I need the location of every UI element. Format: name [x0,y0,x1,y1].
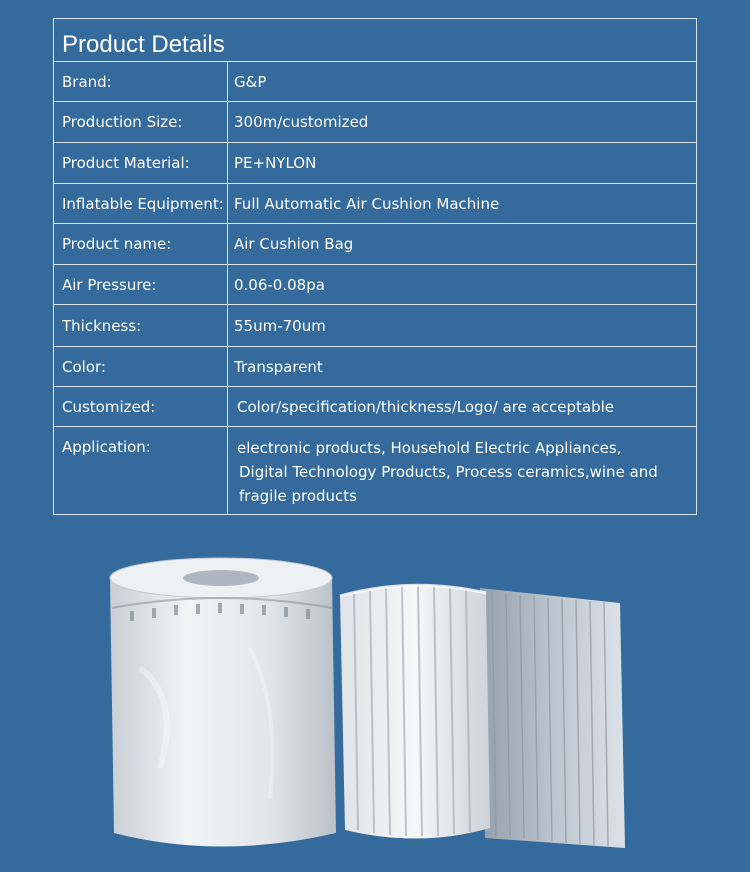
row-value: Color/specification/thickness/Logo/ are acceptable [237,397,615,416]
row-thickness [54,305,696,347]
row-value: Air Cushion Bag [234,235,354,253]
row-label: Product name: [54,224,228,264]
row-label: Application: [54,427,228,514]
product-photo [100,548,640,858]
row-product-material [54,143,696,184]
application-line: Digital Technology Products, Process ceramics,wine and [239,463,658,481]
row-brand [54,62,696,102]
row-label: Color: [54,347,228,386]
row-inflatable-equipment [54,184,696,224]
row-value: Full Automatic Air Cushion Machine [234,194,500,213]
row-label: Inflatable Equipment: [54,184,228,223]
row-air-pressure [54,265,696,305]
row-value: Transparent [234,357,323,376]
row-customized [54,387,696,427]
air-cushion-roll [110,558,336,847]
row-color [54,347,696,387]
row-value: 300m/customized [234,113,369,131]
row-value: PE+NYLON [234,154,317,172]
product-details-table [53,18,697,515]
unrolled-sheet [480,588,625,848]
row-production-size [54,102,696,143]
row-value: G&P [234,72,267,91]
row-application [54,427,696,514]
row-label: Production Size: [54,102,228,142]
row-label: Brand: [54,62,228,101]
row-label: Product Material: [54,143,228,183]
air-column-roll [340,585,490,838]
application-line: fragile products [239,487,358,505]
row-value: 55um-70um [234,316,326,335]
table-title: Product Details [62,31,225,58]
row-label: Air Pressure: [54,265,228,304]
table-header [54,19,696,62]
row-product-name [54,224,696,265]
row-label: Thickness: [54,305,228,346]
application-lines [237,436,658,508]
row-value: 0.06-0.08pa [234,275,325,294]
row-label: Customized: [54,387,228,426]
row-value [228,427,696,514]
application-line: electronic products, Household Electric Appliances, [237,439,622,457]
